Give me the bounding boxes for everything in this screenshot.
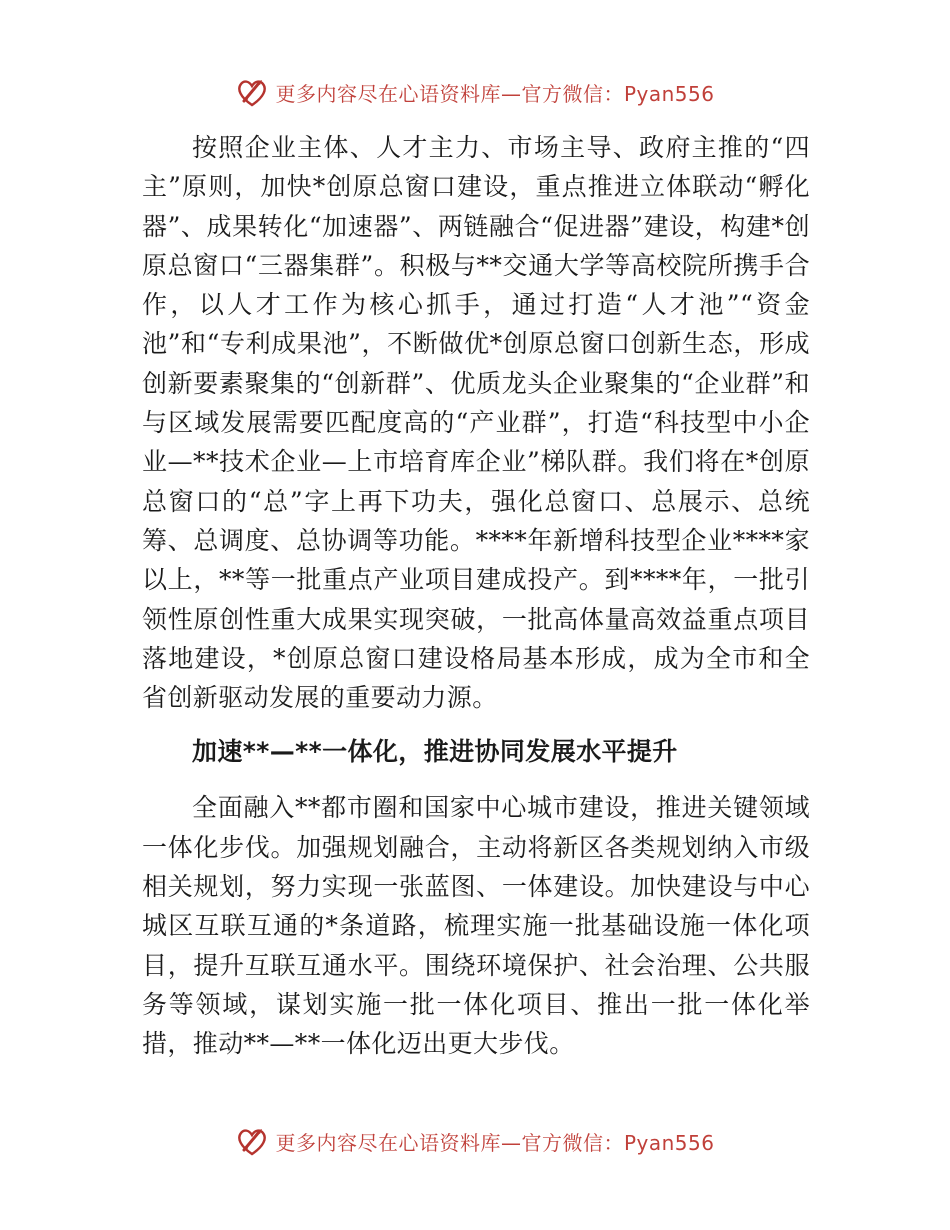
footer-banner-text: 更多内容尽在心语资料库—官方微信：Pyan556 <box>275 1130 715 1155</box>
body-paragraph: 全面融入**都市圈和国家中心城市建设，推进关键领域一体化步伐。加强规划融合，主动将新区各类规划纳入市级相关规划，努力实现一张蓝图、一体建设。加快建设与中心城区互联互通的*条道路，梳理实施一批基础设施一体化项目，提升互联互通水平。围绕环境保护、社会治理、公共服务等领域，谋划实施一批一体化项目、推出一批一体化举措，推动**—**一体化迈出更大步伐。 <box>142 793 810 1059</box>
pen-heart-logo-icon <box>235 75 269 109</box>
document-body <box>142 128 810 1064</box>
header-banner-text: 更多内容尽在心语资料库—官方微信：Pyan556 <box>275 81 715 106</box>
header-banner <box>0 72 950 112</box>
section-heading: 加速**—**一体化，推进协同发展水平提升 <box>192 737 678 767</box>
pen-heart-logo-icon <box>235 1124 269 1158</box>
body-paragraph: 按照企业主体、人才主力、市场主导、政府主推的“四主”原则，加快*创原总窗口建设，重点推进立体联动“孵化器”、成果转化“加速器”、两链融合“促进器”建设，构建*创原总窗口“三器集群”。积极与**交通大学等高校院所携手合作，以人才工作为核心抓手，通过打造“人才池”“资金池”和“专利成果池”，不断做优*创原总窗口创新生态，形成创新要素聚集的“创新群”、优质龙头企业聚集的“企业群”和与区域发展需要匹配度高的“产业群”，打造“科技型中小企业—**技术企业—上市培育库企业”梯队群。我们将在*创原总窗口的“总”字上再下功夫，强化总窗口、总展示、总统筹、总调度、总协调等功能。****年新增科技型企业****家以上，**等一批重点产业项目建成投产。到****年，一批引领性原创性重大成果实现突破，一批高体量高效益重点项目落地建设，*创原总窗口建设格局基本形成，成为全市和全省创新驱动发展的重要动力源。 <box>142 133 810 713</box>
footer-banner <box>0 1121 950 1161</box>
